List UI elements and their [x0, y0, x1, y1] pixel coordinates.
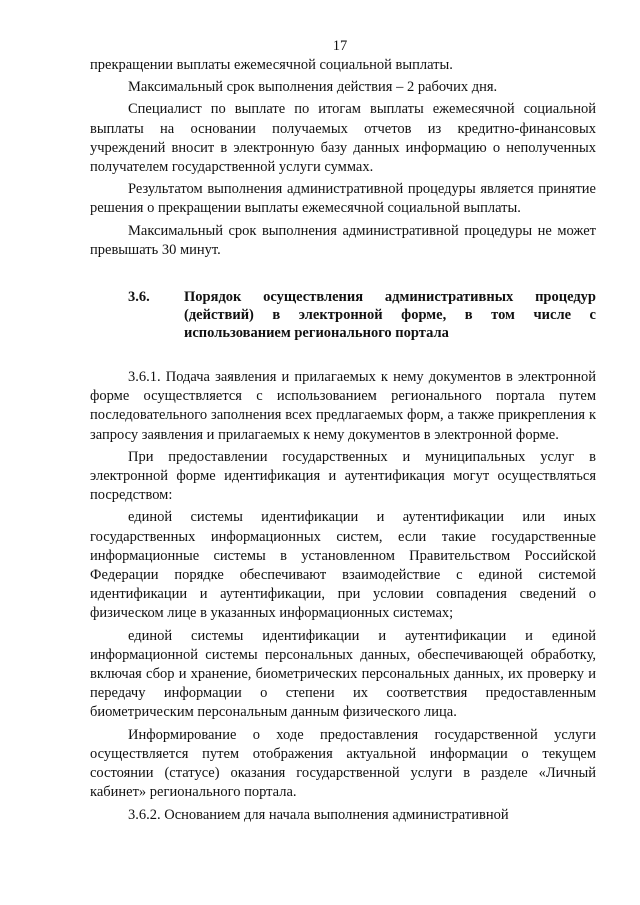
paragraph-continuation: прекращении выплаты ежемесячной социальной выплаты.: [90, 57, 453, 73]
page-number: 17: [332, 38, 348, 54]
paragraph-biometric-item: единой системы идентификации и аутентификации и единой информационной системы персональных данных, обеспечивающей обработку, включая сбор и хранение, биометрических персональных данных, их проверку и передачу информации о степени их соответствия предоставленным биометрическим персональным данным физического лица.: [90, 627, 596, 721]
document-body: [90, 56, 596, 828]
paragraph-deadline-action: Максимальный срок выполнения действия – 2 рабочих дня.: [128, 79, 498, 96]
paragraph-identification: При предоставлении государственных и муниципальных услуг в электронной форме идентификация и аутентификация могут осуществляться посредством:: [90, 448, 596, 504]
paragraph-specialist: Специалист по выплате по итогам выплаты ежемесячной социальной выплаты на основании получаемых отчетов из кредитно-финансовых учреждений вносит в электронную базу данных информацию о неполученных получателем государственной услуги суммах.: [90, 101, 596, 176]
paragraph-result: Результатом выполнения административной процедуры является принятие решения о прекращении выплаты ежемесячной социальной выплаты.: [90, 181, 596, 217]
section-title: Порядок осуществления административных процедур (действий) в электронной форме, в том числе с использованием регионального портала: [184, 289, 596, 342]
paragraph-informing: Информирование о ходе предоставления государственной услуги осуществляется путем отображения актуальной информации о текущем состоянии (статусе) оказания государственной услуги в разделе «Личный кабинет» регионального портала.: [90, 726, 596, 801]
section-number: 3.6.: [128, 289, 150, 306]
paragraph-3-6-2: 3.6.2. Основанием для начала выполнения административной: [128, 806, 509, 823]
section-heading: [90, 288, 596, 342]
paragraph-deadline-procedure: Максимальный срок выполнения административной процедуры не может превышать 30 минут.: [90, 222, 596, 258]
paragraph-3-6-1: 3.6.1. Подача заявления и прилагаемых к нему документов в электронной форме осуществляется с использованием регионального портала путем последовательного заполнения всех предлагаемых форм, а также прикрепления к запросу заявления и прилагаемых к нему документов в электронной форме.: [90, 369, 596, 443]
paragraph-esia-item: единой системы идентификации и аутентификации или иных государственных информационных систем, если такие государственные информационные системы в установленном Правительством Российской Федерации порядке обеспечивают взаимодействие с единой системой идентификации и аутентификации, при условии совпадения сведений о физическом лице в указанных информационных системах;: [90, 509, 596, 622]
